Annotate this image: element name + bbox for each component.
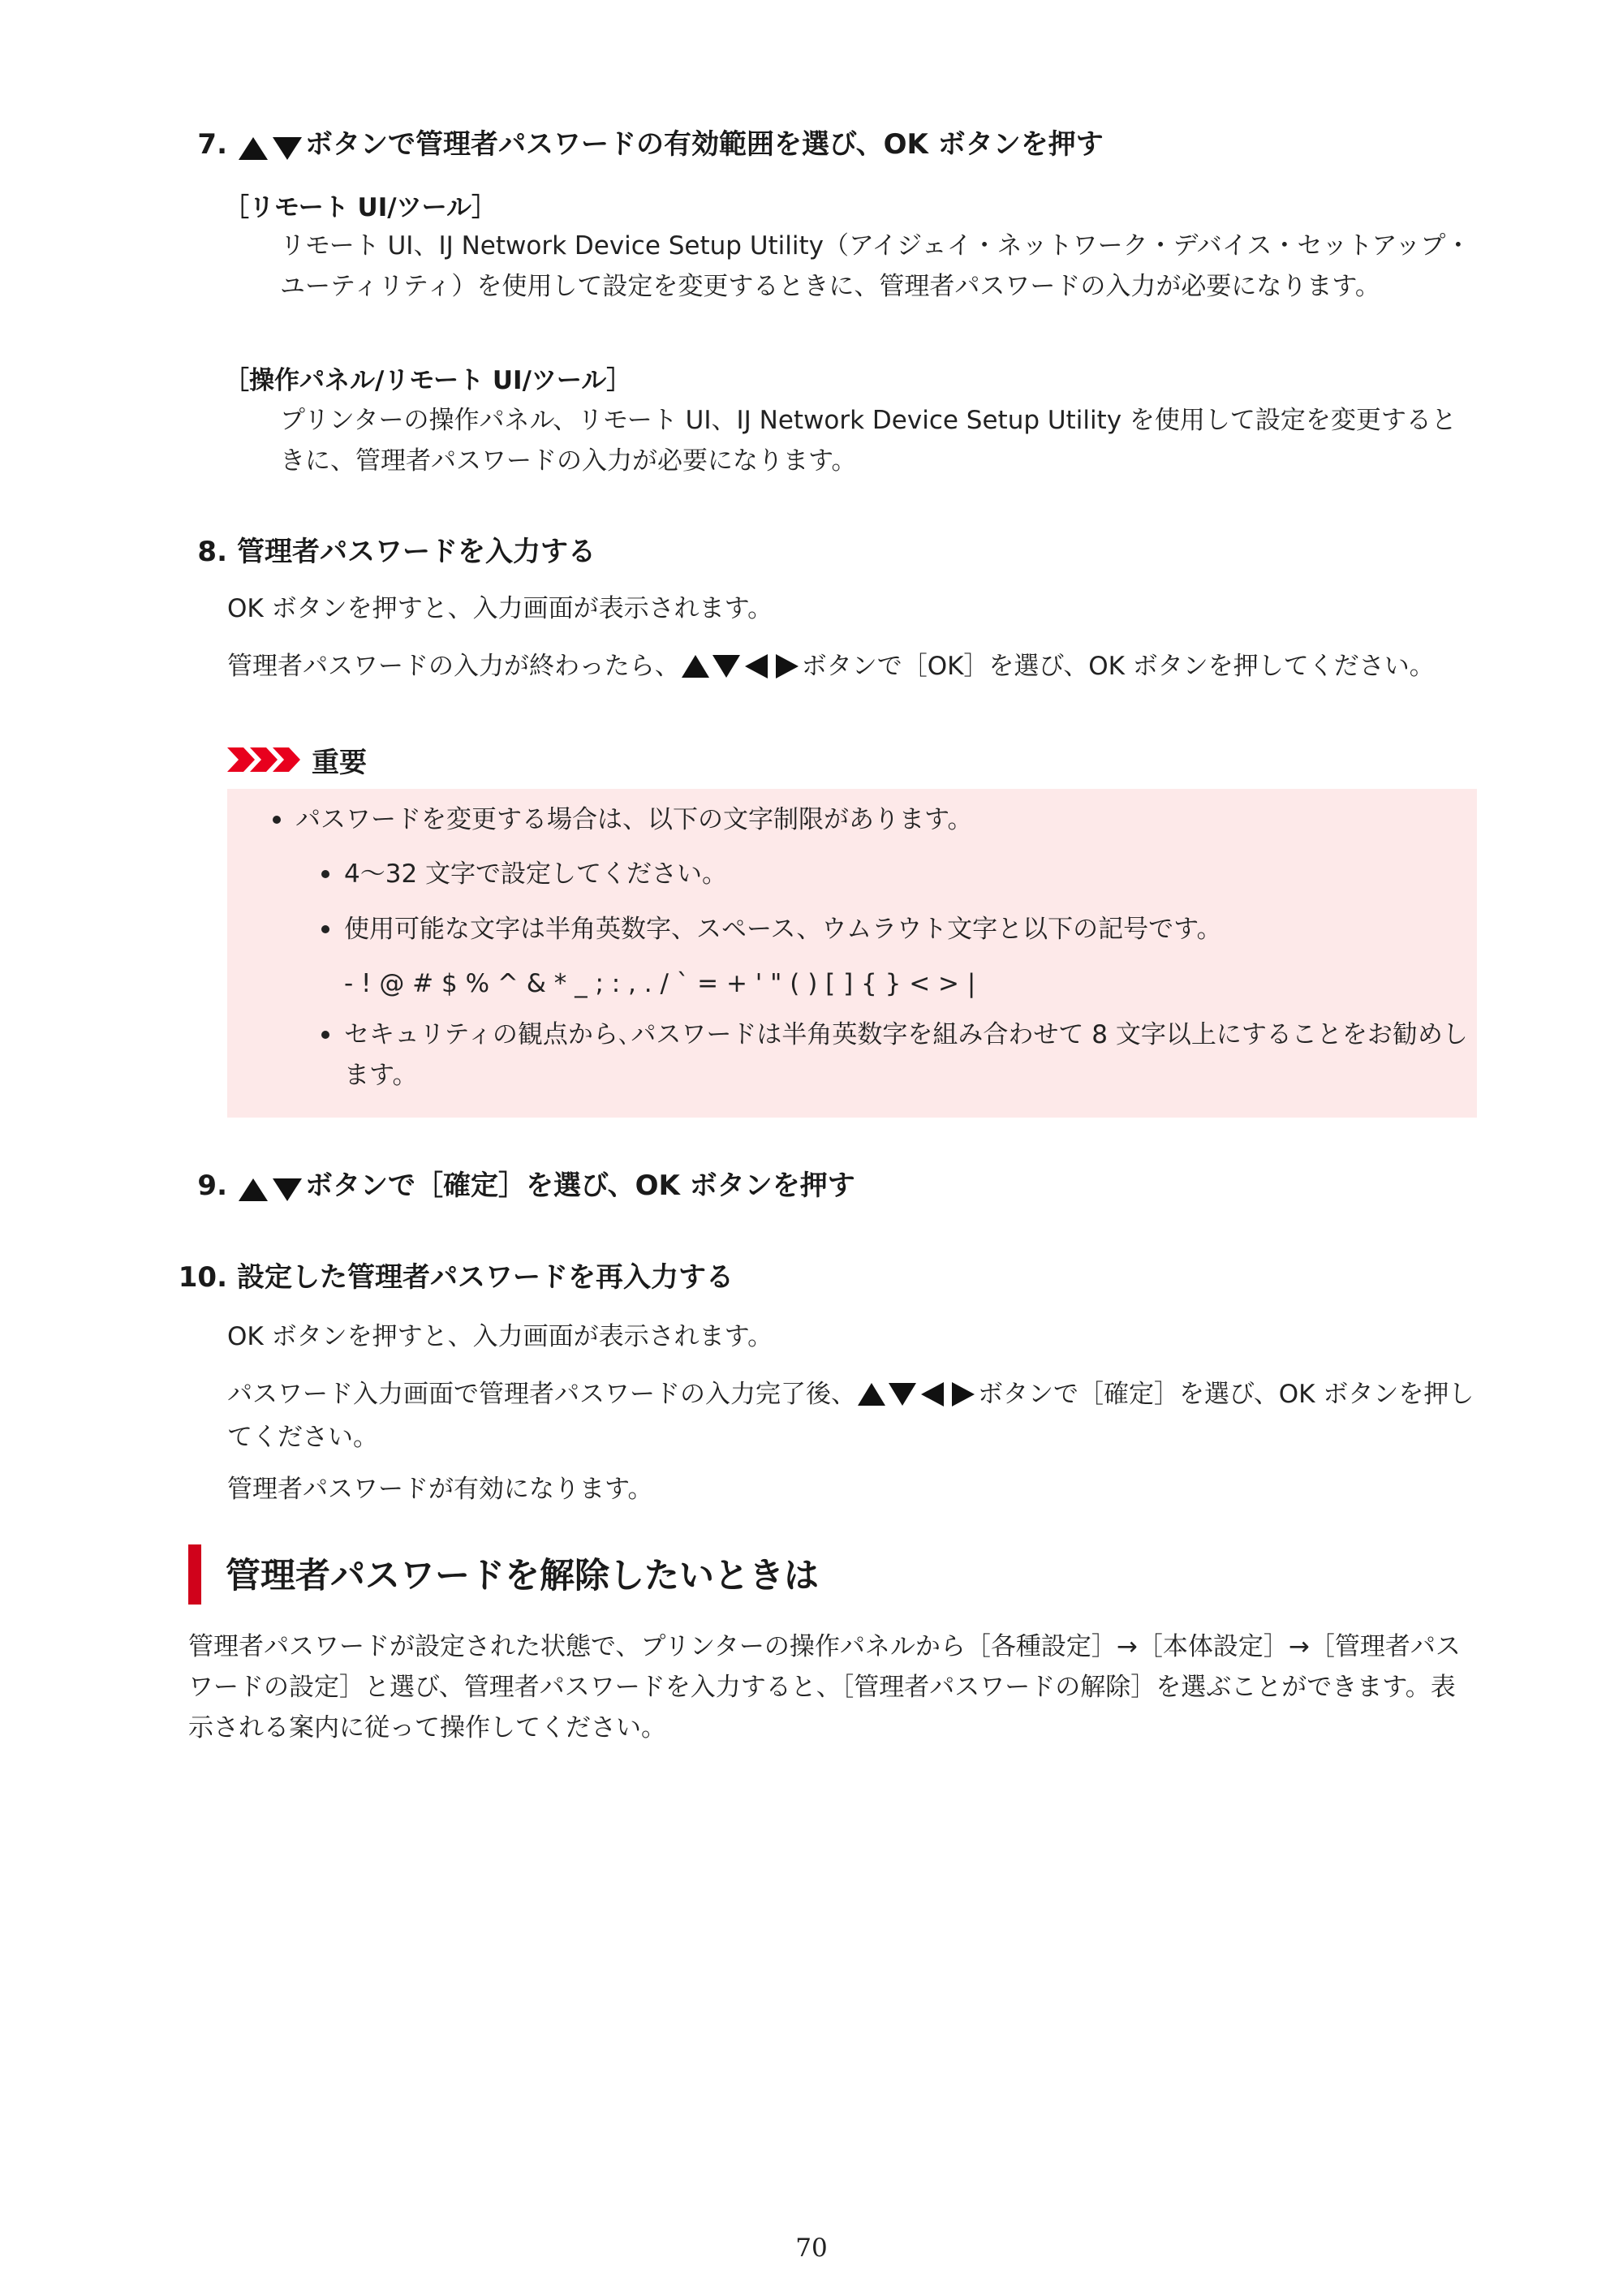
step-8-para-2 — [227, 646, 1477, 689]
up-down-arrows-icon — [237, 131, 305, 163]
step-10-para-2 — [227, 1374, 1477, 1458]
option-remote-ui-desc: リモート UI、IJ Network Device Setup Utility（アイジェイ・ネットワーク・デバイス・セットアップ・ユーティリティ）を使用して設定を変更するときに、管理者パスワードの入力が必要になります。 — [280, 231, 1471, 301]
option-panel-remote-desc: プリンターの操作パネル、リモート UI、IJ Network Device Setup Utility を使用して設定を変更するときに、管理者パスワードの入力が必要になります。 — [280, 406, 1457, 476]
up-down-arrows-icon — [237, 1172, 305, 1204]
step-text: 設定した管理者パスワードを再入力する — [237, 1261, 734, 1294]
section-accent-bar — [188, 1544, 201, 1605]
important-sub-bullet — [344, 854, 727, 894]
para-text-before: 管理者パスワードの入力が終わったら、 — [227, 652, 680, 681]
page-number: 70 — [795, 2234, 828, 2263]
option-panel-remote-label: ［操作パネル/リモート UI/ツール］ — [224, 366, 632, 395]
para-text-after: ボタンで［OK］を選び、OK ボタンを押してください。 — [801, 652, 1435, 681]
bullet-dot-icon — [321, 870, 329, 878]
important-title: 重要 — [312, 747, 367, 779]
step-10-heading — [154, 1261, 734, 1294]
step-8-heading — [162, 536, 596, 568]
important-sub-bullet — [344, 1014, 1468, 1096]
para-text-after: ボタンで［確定］を選び、OK ボタンを押してください。 — [227, 1380, 1474, 1452]
section-heading: 管理者パスワードを解除したいときは — [226, 1556, 819, 1596]
important-sub-bullet — [344, 909, 1222, 950]
step-7-heading — [162, 128, 1104, 163]
bullet-text: 使用可能な文字は半角英数字、スペース、ウムラウト文字と以下の記号です。 — [344, 915, 1222, 944]
important-bullet — [295, 799, 973, 840]
bullet-dot-icon — [321, 925, 329, 933]
section-body: 管理者パスワードが設定された状態で、プリンターの操作パネルから［各種設定］→［本体設定］→［管理者パスワードの設定］と選び、管理者パスワードを入力すると、［管理者パスワードの解除］を選ぶことができます。表示される案内に従って操作してください。 — [188, 1632, 1461, 1742]
step-number: 10. — [178, 1261, 227, 1294]
important-heading — [227, 745, 367, 781]
step-10-para-1: OK ボタンを押すと、入力画面が表示されます。 — [227, 1322, 773, 1351]
step-text: ボタンで管理者パスワードの有効範囲を選び、OK ボタンを押す — [305, 128, 1104, 161]
step-number: 8. — [197, 536, 227, 568]
bullet-dot-icon — [273, 816, 281, 824]
important-chevrons-icon — [227, 745, 300, 781]
step-text: 管理者パスワードを入力する — [237, 536, 596, 568]
step-number: 9. — [197, 1170, 227, 1202]
bullet-text: セキュリティの観点から､パスワードは半角英数字を組み合わせて 8 文字以上にすることをお勧めします。 — [344, 1020, 1468, 1090]
step-8-para-1: OK ボタンを押すと、入力画面が表示されます。 — [227, 594, 773, 623]
bullet-text: 4～32 文字で設定してください。 — [344, 859, 728, 889]
step-10-para-3: 管理者パスワードが有効になります。 — [227, 1475, 653, 1504]
four-way-arrows-icon — [856, 1376, 978, 1417]
step-9-heading — [162, 1170, 855, 1204]
para-text-before: パスワード入力画面で管理者パスワードの入力完了後、 — [227, 1380, 856, 1409]
step-text: ボタンで［確定］を選び、OK ボタンを押す — [305, 1170, 855, 1202]
option-remote-ui-label: ［リモート UI/ツール］ — [224, 193, 497, 222]
bullet-dot-icon — [321, 1031, 329, 1039]
allowed-symbols: - ! @ # $ % ^ & * _ ; : , . / ` = + ' " ( ) [ ] { } < > | — [344, 969, 976, 998]
bullet-text: パスワードを変更する場合は、以下の文字制限があります。 — [295, 805, 973, 834]
four-way-arrows-icon — [680, 648, 802, 689]
step-number: 7. — [197, 128, 227, 161]
